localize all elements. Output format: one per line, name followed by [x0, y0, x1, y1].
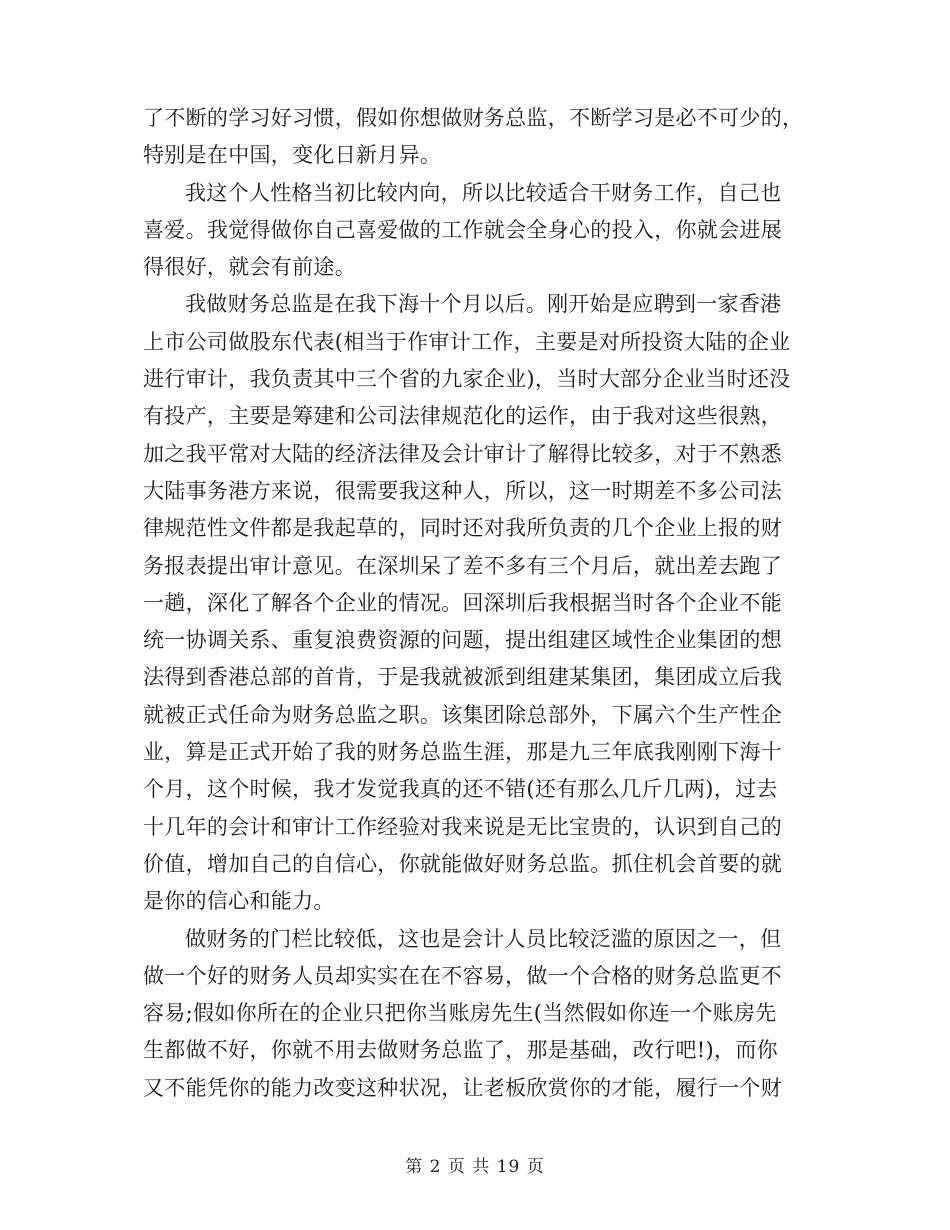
text-line: 特别是在中国，变化日新月异。	[143, 143, 442, 168]
text-line: 律规范性文件都是我起草的，同时还对我所负责的几个企业上报的财	[143, 516, 782, 541]
text-line: 统一协调关系、重复浪费资源的问题，提出组建区域性企业集团的想	[143, 628, 782, 653]
text-line: 价值，增加自己的自信心，你就能做好财务总监。抓住机会首要的就	[143, 851, 782, 876]
text-line: 生都做不好，你就不用去做财务总监了，那是基础，改行吧!)，而你	[143, 1038, 778, 1063]
text-line: 了不断的学习好习惯，假如你想做财务总监，不断学习是必不可少的，	[143, 106, 804, 130]
text-line: 十几年的会计和审计工作经验对我来说是无比宝贵的，认识到自己的	[143, 814, 782, 839]
text-line: 一趟，深化了解各个企业的情况。回深圳后我根据当时各个企业不能	[143, 590, 782, 615]
text-line: 容易;假如你所在的企业只把你当账房先生(当然假如你连一个账房先	[143, 1001, 777, 1026]
text-line: 大陆事务港方来说，很需要我这种人，所以，这一时期差不多公司法	[143, 478, 782, 503]
text-line: 做一个好的财务人员却实实在在不容易，做一个合格的财务总监更不	[143, 963, 782, 988]
page-number-footer: 第 2 页 共 19 页	[405, 1157, 545, 1177]
text-line: 个月，这个时候，我才发觉我真的还不错(还有那么几斤几两)，过去	[143, 777, 778, 802]
text-line: 就被正式任命为财务总监之职。该集团除总部外，下属六个生产性企	[143, 702, 782, 727]
text-line: 又不能凭你的能力改变这种状况，让老板欣赏你的才能，履行一个财	[143, 1075, 782, 1100]
text-line: 上市公司做股东代表(相当于作审计工作，主要是对所投资大陆的企业	[143, 329, 791, 354]
text-line: 法得到香港总部的首肯，于是我就被派到组建某集团，集团成立后我	[143, 665, 782, 690]
text-line: 进行审计，我负责其中三个省的九家企业)，当时大部分企业当时还没	[143, 367, 791, 392]
text-line: 加之我平常对大陆的经济法律及会计审计了解得比较多，对于不熟悉	[143, 441, 782, 466]
document-body	[143, 100, 803, 1107]
text-line: 是你的信心和能力。	[143, 889, 335, 914]
text-line: 得很好，就会有前途。	[143, 255, 356, 280]
text-line: 喜爱。我觉得做你自己喜爱做的工作就会全身心的投入，你就会进展	[143, 217, 782, 242]
text-line: 我做财务总监是在我下海十个月以后。刚开始是应聘到一家香港	[185, 292, 782, 317]
text-line: 业，算是正式开始了我的财务总监生涯，那是九三年底我刚刚下海十	[143, 740, 782, 765]
text-line: 做财务的门栏比较低，这也是会计人员比较泛滥的原因之一，但	[185, 926, 782, 951]
text-line: 务报表提出审计意见。在深圳呆了差不多有三个月后，就出差去跑了	[143, 553, 782, 578]
text-line: 有投产，主要是筹建和公司法律规范化的运作，由于我对这些很熟，	[143, 404, 782, 429]
text-line: 我这个人性格当初比较内向，所以比较适合干财务工作，自己也	[185, 180, 782, 205]
